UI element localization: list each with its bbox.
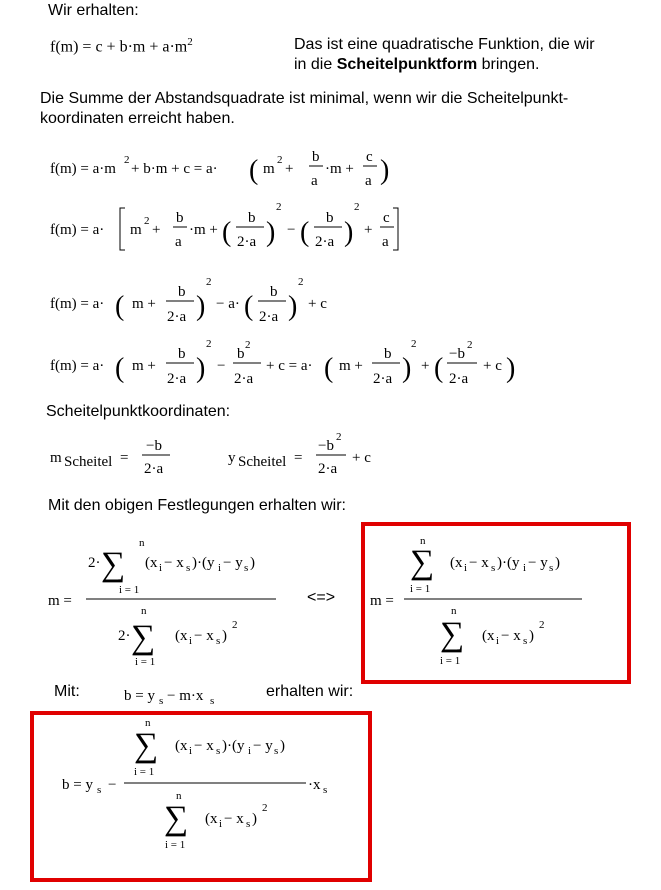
svg-text:(x: (x xyxy=(450,555,463,571)
svg-text:i: i xyxy=(189,635,193,647)
svg-text:2·a: 2·a xyxy=(167,371,187,387)
svg-text:b: b xyxy=(178,284,186,300)
svg-text:i: i xyxy=(218,562,222,574)
formula-f-first: $f(m) = c + b\cdot m + a\cdot m^2$ xyxy=(50,36,193,56)
svg-text:b: b xyxy=(237,346,245,362)
svg-text:·m +: ·m + xyxy=(189,222,218,238)
svg-text:+: + xyxy=(285,161,294,177)
svg-text:): ) xyxy=(555,555,560,571)
svg-text:)·(y: )·(y xyxy=(192,555,215,571)
svg-text:2·a: 2·a xyxy=(259,309,279,325)
svg-text:2·a: 2·a xyxy=(167,309,187,325)
svg-text:+ c = a·: + c = a· xyxy=(266,358,313,374)
svg-text:− x: − x xyxy=(164,555,184,571)
svg-text:n: n xyxy=(420,535,426,547)
svg-text:n: n xyxy=(176,790,182,802)
paragraph-line-1: Die Summe der Abstandsquadrate ist minimal, wenn wir die Scheitelpunkt- xyxy=(40,90,569,107)
svg-text:·x: ·x xyxy=(308,777,321,793)
svg-text:i: i xyxy=(523,562,527,574)
svg-text:s: s xyxy=(523,635,528,647)
svg-text:): ) xyxy=(288,291,298,322)
svg-text:b = y: b = y xyxy=(124,688,155,704)
svg-text:m: m xyxy=(50,450,62,466)
svg-text:·m +: ·m + xyxy=(325,161,354,177)
svg-text:(: ( xyxy=(115,353,125,384)
svg-text:Scheitel: Scheitel xyxy=(64,454,113,470)
svg-text:i: i xyxy=(189,745,193,757)
svg-text:(: ( xyxy=(300,217,310,248)
svg-text:s: s xyxy=(97,784,102,796)
svg-text:m =: m = xyxy=(48,593,72,609)
svg-text:∑: ∑ xyxy=(164,800,189,837)
svg-text:): ) xyxy=(402,353,412,384)
svg-text:2·a: 2·a xyxy=(373,371,393,387)
svg-text:b: b xyxy=(384,346,392,362)
svg-text:− x: − x xyxy=(194,738,214,754)
svg-text:m +: m + xyxy=(132,358,156,374)
svg-text:): ) xyxy=(529,628,534,644)
svg-text:n: n xyxy=(145,717,151,729)
svg-text:+: + xyxy=(364,222,373,238)
svg-text:2: 2 xyxy=(467,339,473,351)
svg-text:f(m) = a·: f(m) = a· xyxy=(50,296,105,312)
svg-text:2: 2 xyxy=(411,338,417,350)
svg-text:s: s xyxy=(244,562,249,574)
svg-text:i = 1: i = 1 xyxy=(410,583,431,595)
svg-text:∑: ∑ xyxy=(101,546,126,583)
svg-text:b: b xyxy=(178,346,186,362)
mit-label: Mit: xyxy=(54,683,80,700)
svg-text:−: − xyxy=(217,358,226,374)
svg-text:s: s xyxy=(549,562,554,574)
svg-text:2: 2 xyxy=(539,619,545,631)
svg-text:(: ( xyxy=(434,353,444,384)
svg-text:(x: (x xyxy=(175,628,188,644)
svg-text:2·a: 2·a xyxy=(449,371,469,387)
svg-text:): ) xyxy=(344,217,354,248)
svg-text:2: 2 xyxy=(262,802,268,814)
intro-text: Wir erhalten: xyxy=(48,2,139,19)
svg-text:i: i xyxy=(248,745,252,757)
svg-text:−b: −b xyxy=(146,438,162,454)
svg-text:2: 2 xyxy=(354,201,360,213)
svg-text:2: 2 xyxy=(144,215,150,227)
svg-text:+ b·m + c = a·: + b·m + c = a· xyxy=(131,161,218,177)
svg-text:a: a xyxy=(365,173,372,189)
svg-text:i = 1: i = 1 xyxy=(135,656,156,668)
svg-text:f(m) = a·: f(m) = a· xyxy=(50,358,105,374)
svg-text:2·a: 2·a xyxy=(234,371,254,387)
svg-text:2·a: 2·a xyxy=(144,461,164,477)
svg-text:i = 1: i = 1 xyxy=(119,584,140,596)
svg-text:2: 2 xyxy=(245,339,251,351)
svg-text:=: = xyxy=(120,450,129,466)
formula-b-definition xyxy=(124,688,214,707)
formula-y-scheitel xyxy=(228,431,371,477)
svg-text:m +: m + xyxy=(339,358,363,374)
svg-text:2: 2 xyxy=(206,276,212,288)
svg-text:− y: − y xyxy=(253,738,273,754)
svg-text:− y: − y xyxy=(223,555,243,571)
svg-text:): ) xyxy=(252,811,257,827)
svg-text:)·(y: )·(y xyxy=(222,738,245,754)
svg-text:2·: 2· xyxy=(88,555,101,571)
paragraph-line-2: koordinaten erreicht haben. xyxy=(40,110,235,127)
svg-text:b: b xyxy=(326,210,334,226)
svg-text:): ) xyxy=(196,353,206,384)
svg-text:s: s xyxy=(274,745,279,757)
svg-text:−: − xyxy=(108,777,117,793)
svg-text:s: s xyxy=(210,695,215,707)
svg-text:)·(y: )·(y xyxy=(497,555,520,571)
svg-text:2·: 2· xyxy=(118,628,131,644)
svg-text:b: b xyxy=(270,284,278,300)
svg-text:y: y xyxy=(228,450,236,466)
svg-text:Scheitel: Scheitel xyxy=(238,454,287,470)
svg-text:m: m xyxy=(263,161,275,177)
svg-text:n: n xyxy=(451,605,457,617)
svg-text:=: = xyxy=(294,450,303,466)
svg-text:): ) xyxy=(222,628,227,644)
svg-text:(: ( xyxy=(222,217,232,248)
svg-text:s: s xyxy=(159,695,164,707)
svg-text:+ c: + c xyxy=(308,296,327,312)
svg-text:(x: (x xyxy=(175,738,188,754)
svg-text:n: n xyxy=(141,605,147,617)
svg-text:m +: m + xyxy=(132,296,156,312)
svg-text:−b: −b xyxy=(318,438,334,454)
svg-text:2: 2 xyxy=(276,201,282,213)
svg-text:): ) xyxy=(506,353,516,384)
svg-text:− x: − x xyxy=(501,628,521,644)
svg-text:2: 2 xyxy=(232,619,238,631)
svg-text:s: s xyxy=(186,562,191,574)
svg-text:2: 2 xyxy=(298,276,304,288)
svg-text:(: ( xyxy=(244,291,254,322)
svg-text:f(m) = a·: f(m) = a· xyxy=(50,222,105,238)
svg-text:m: m xyxy=(130,222,142,238)
svg-text:): ) xyxy=(196,291,206,322)
formula-intercept-b-boxed xyxy=(62,717,327,851)
svg-text:− x: − x xyxy=(469,555,489,571)
svg-text:): ) xyxy=(250,555,255,571)
svg-text:2: 2 xyxy=(206,338,212,350)
vertex-heading: Scheitelpunktkoordinaten: xyxy=(46,403,231,420)
svg-text:s: s xyxy=(491,562,496,574)
svg-text:a: a xyxy=(175,234,182,250)
svg-text:(: ( xyxy=(249,155,259,186)
svg-text:∑: ∑ xyxy=(134,727,159,764)
svg-text:− y: − y xyxy=(528,555,548,571)
svg-text:a: a xyxy=(382,234,389,250)
svg-text:(: ( xyxy=(115,291,125,322)
svg-text:i: i xyxy=(159,562,163,574)
formula-completing-square-2 xyxy=(50,201,398,250)
svg-text:−: − xyxy=(287,222,296,238)
svg-text:): ) xyxy=(380,155,390,186)
svg-text:s: s xyxy=(216,635,221,647)
svg-text:2: 2 xyxy=(336,431,342,443)
equivalence-symbol: <=> xyxy=(307,589,336,606)
svg-text:− a·: − a· xyxy=(216,296,240,312)
svg-text:): ) xyxy=(280,738,285,754)
formula-completing-square-1 xyxy=(50,149,389,189)
formula-completing-square-3 xyxy=(50,276,327,325)
result-heading: Mit den obigen Festlegungen erhalten wir: xyxy=(48,497,346,514)
svg-text:(: ( xyxy=(324,353,334,384)
svg-text:f(m) = a·m: f(m) = a·m xyxy=(50,161,116,177)
svg-text:c: c xyxy=(366,149,373,165)
svg-text:i = 1: i = 1 xyxy=(165,839,186,851)
svg-text:s: s xyxy=(323,784,328,796)
formula-slope-m-left xyxy=(48,537,276,668)
svg-text:i: i xyxy=(219,818,223,830)
formula-vertex-form xyxy=(50,338,515,387)
svg-text:2·a: 2·a xyxy=(315,234,335,250)
svg-text:b: b xyxy=(312,149,320,165)
formula-slope-m-boxed xyxy=(370,535,582,667)
svg-text:+: + xyxy=(421,358,430,374)
formula-m-scheitel xyxy=(50,438,170,477)
svg-text:+ c: + c xyxy=(352,450,371,466)
svg-text:): ) xyxy=(266,217,276,248)
svg-text:i = 1: i = 1 xyxy=(440,655,461,667)
svg-text:+: + xyxy=(152,222,161,238)
svg-text:(x: (x xyxy=(205,811,218,827)
svg-text:2: 2 xyxy=(277,154,283,166)
svg-text:(x: (x xyxy=(145,555,158,571)
svg-text:a: a xyxy=(311,173,318,189)
svg-text:b = y: b = y xyxy=(62,777,93,793)
svg-text:− x: − x xyxy=(224,811,244,827)
scheitelpunktform-bold: Scheitelpunktform xyxy=(336,56,478,73)
description-line-2: in die Scheitelpunktform bringen. xyxy=(294,56,540,73)
svg-text:s: s xyxy=(246,818,251,830)
svg-text:(x: (x xyxy=(482,628,495,644)
svg-text:b: b xyxy=(248,210,256,226)
svg-text:m =: m = xyxy=(370,593,394,609)
svg-text:b: b xyxy=(176,210,184,226)
svg-text:i: i xyxy=(464,562,468,574)
svg-text:n: n xyxy=(139,537,145,549)
svg-text:2·a: 2·a xyxy=(318,461,338,477)
svg-text:i: i xyxy=(496,635,500,647)
svg-text:i = 1: i = 1 xyxy=(134,766,155,778)
svg-text:∑: ∑ xyxy=(410,544,435,581)
svg-text:c: c xyxy=(383,210,390,226)
erhalten-label: erhalten wir: xyxy=(266,683,354,700)
svg-text:∑: ∑ xyxy=(131,619,156,656)
svg-text:+ c: + c xyxy=(483,358,502,374)
svg-text:−b: −b xyxy=(449,346,465,362)
svg-text:2: 2 xyxy=(124,154,130,166)
svg-text:− m·x: − m·x xyxy=(167,688,204,704)
svg-text:2·a: 2·a xyxy=(237,234,257,250)
svg-text:− x: − x xyxy=(194,628,214,644)
svg-text:∑: ∑ xyxy=(440,616,465,653)
svg-text:s: s xyxy=(216,745,221,757)
description-line-1: Das ist eine quadratische Funktion, die wir xyxy=(294,36,595,53)
